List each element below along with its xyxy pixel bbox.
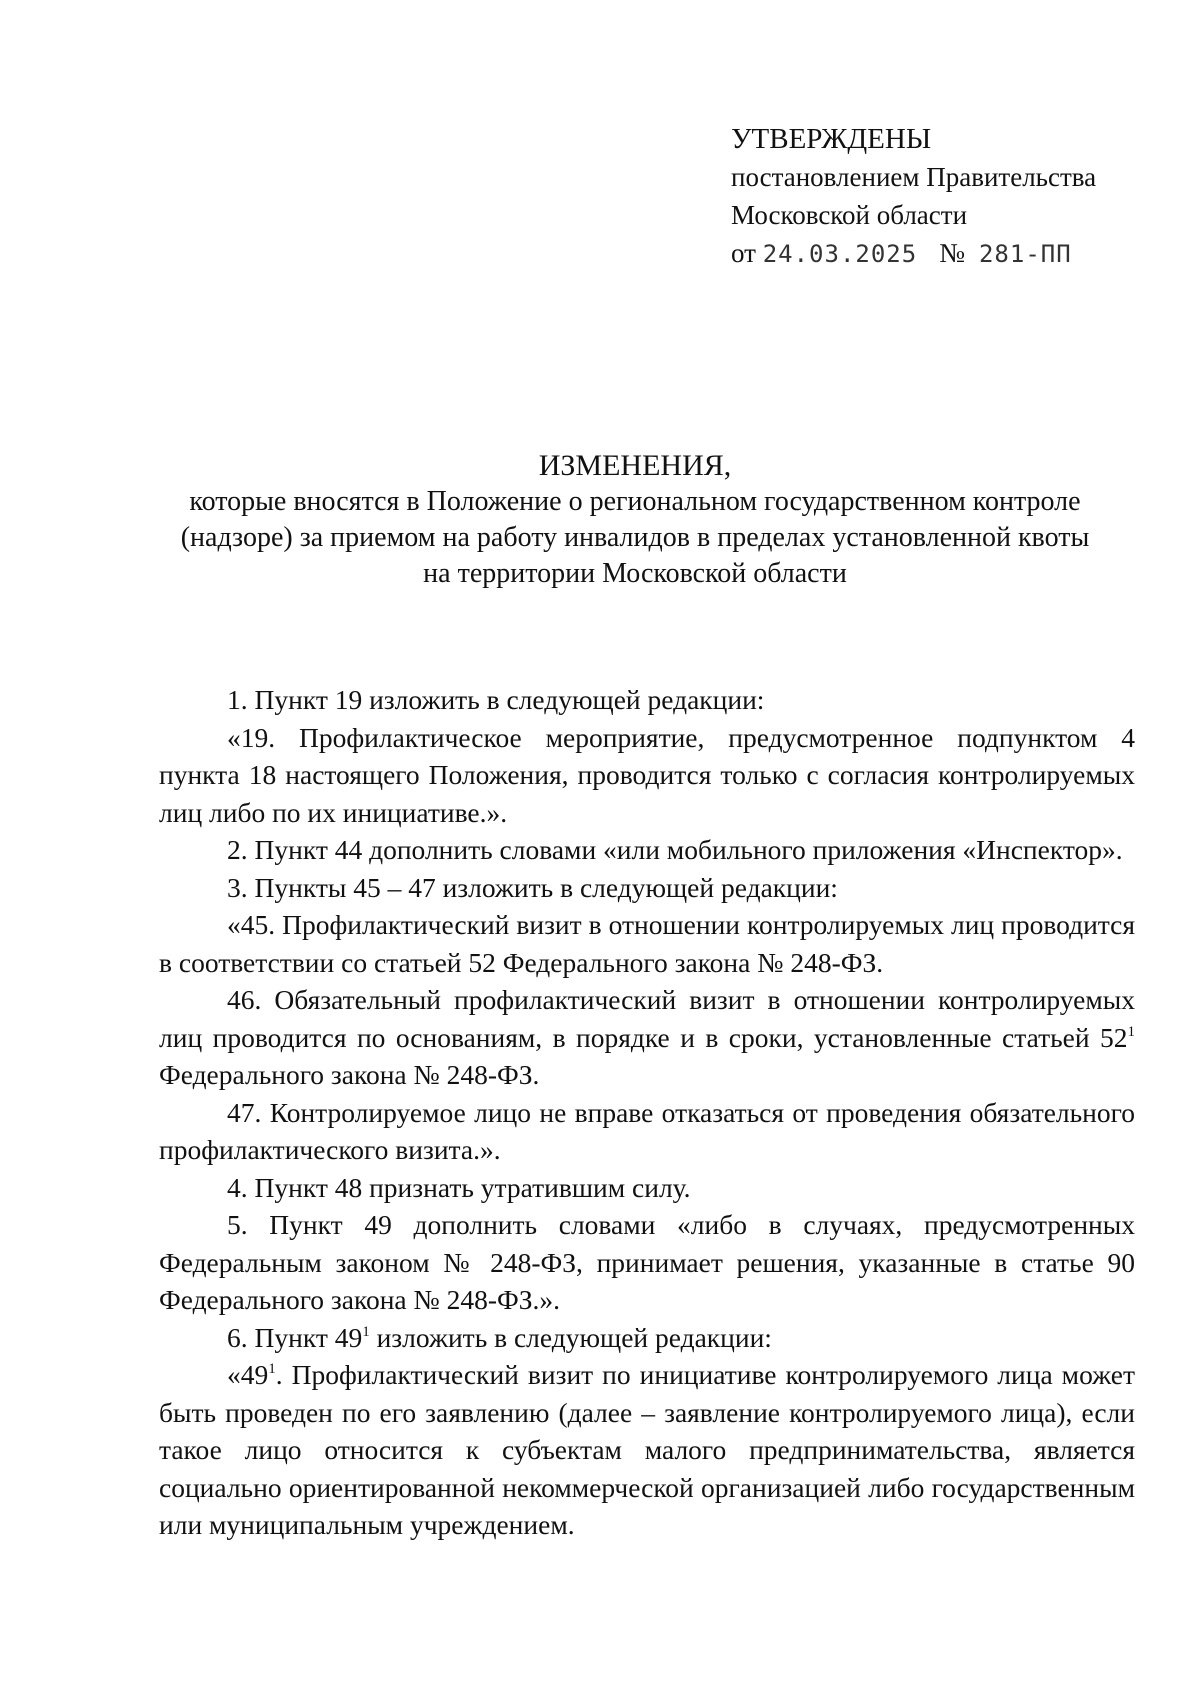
- paragraph-item-2: 2. Пункт 44 дополнить словами «или мобильного приложения «Инспектор».: [227, 834, 1123, 865]
- document-body: [159, 681, 1135, 1544]
- approval-from: от: [731, 238, 756, 268]
- approval-block: [731, 120, 1096, 273]
- approval-number: 281-ПП: [978, 240, 1072, 268]
- item-49-1-superscript: 1: [268, 1361, 276, 1377]
- document-subtitle-line-3: на территории Московской области: [423, 558, 847, 589]
- approval-number-sign: №: [939, 238, 965, 268]
- paragraph-item-19: «19. Профилактическое мероприятие, предусмотренное подпунктом 4 пункта 18 настоящего Положения, проводится только с согласия контролируемых лиц либо по их инициативе.».: [159, 721, 1135, 828]
- item-6-superscript: 1: [362, 1323, 370, 1340]
- approval-date: 24.03.2025: [762, 240, 918, 268]
- item-46-superscript: 1: [1127, 1023, 1135, 1040]
- item-6-text-end: изложить в следующей редакции:: [369, 1321, 772, 1353]
- approval-line-1: постановлением Правительства: [731, 162, 1097, 192]
- paragraph-item-1: 1. Пункт 19 изложить в следующей редакции:: [227, 684, 765, 715]
- approval-heading: УТВЕРЖДЕНЫ: [731, 123, 932, 155]
- item-49-1-text-end: . Профилактический визит по инициативе контролируемого лица может быть проведен по его заявлению (далее – заявление контролируемого лица), если такое лицо относится к субъектам малого предпринимательства, является социально ориентированной некоммерческой организацией либо государственным или муниципальным учреждением.: [159, 1359, 1135, 1540]
- approval-line-2: Московской области: [731, 200, 968, 230]
- document-title: ИЗМЕНЕНИЯ,: [538, 449, 732, 482]
- paragraph-item-4: 4. Пункт 48 признать утратившим силу.: [227, 1171, 691, 1203]
- item-46-text: 46. Обязательный профилактический визит в отношении контролируемых лиц проводится по основаниям, в порядке и в сроки, установленные статьей 52: [159, 984, 1135, 1053]
- paragraph-item-3: 3. Пункты 45 – 47 изложить в следующей редакции:: [227, 871, 838, 903]
- approval-date-line: [731, 234, 1096, 273]
- document-heading: [150, 448, 1120, 592]
- item-49-1-text: «49: [227, 1359, 269, 1390]
- document-subtitle-line-2: (надзоре) за приемом на работу инвалидов в пределах установленной квоты: [180, 522, 1090, 553]
- item-46-text-end: Федерального закона № 248-ФЗ.: [159, 1059, 540, 1090]
- paragraph-item-49-1: [159, 1356, 1135, 1544]
- document-subtitle-line-1: которые вносятся в Положение о региональном государственном контроле: [189, 486, 1081, 517]
- paragraph-item-5: 5. Пункт 49 дополнить словами «либо в случаях, предусмотренных Федеральным законом № 248-ФЗ, принимает решения, указанные в статье 90 Федерального закона № 248-ФЗ.».: [159, 1209, 1135, 1315]
- paragraph-item-46: [159, 981, 1135, 1094]
- paragraph-item-6: [159, 1319, 1135, 1357]
- item-6-text: 6. Пункт 49: [227, 1321, 363, 1353]
- paragraph-item-45: «45. Профилактический визит в отношении контролируемых лиц проводится в соответствии со статьей 52 Федерального закона № 248-ФЗ.: [159, 909, 1135, 978]
- paragraph-item-47: 47. Контролируемое лицо не вправе отказаться от проведения обязательного профилактического визита.».: [159, 1096, 1135, 1165]
